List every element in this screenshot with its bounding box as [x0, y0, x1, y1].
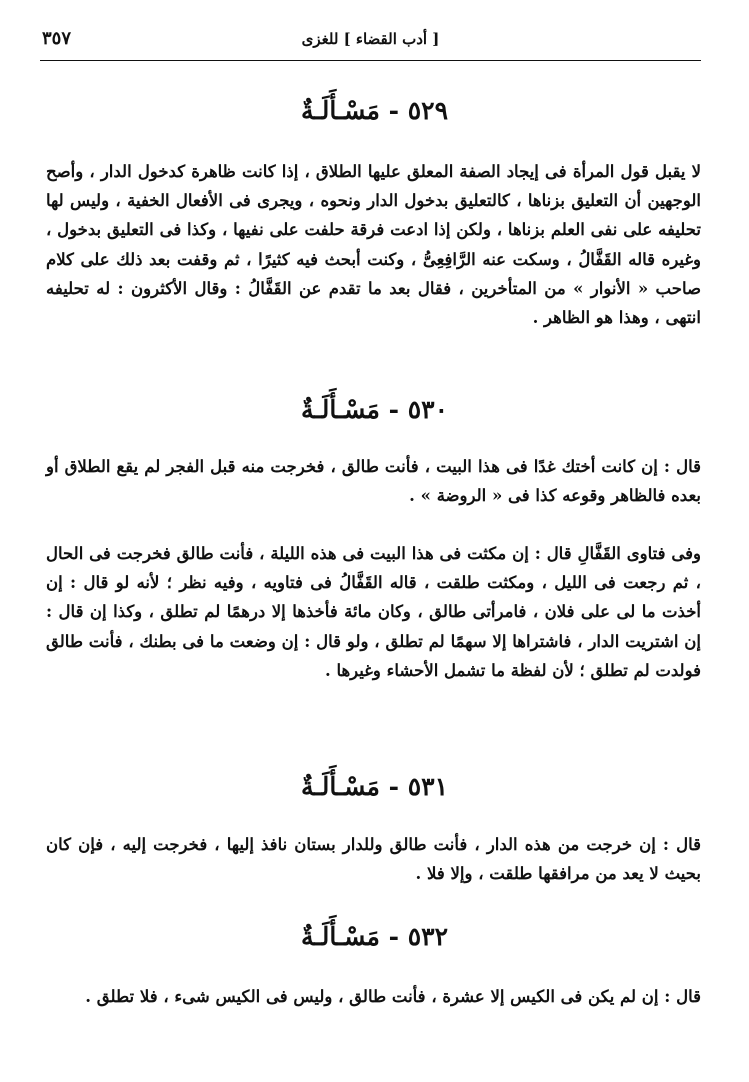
- running-header: [40, 26, 701, 60]
- section-heading-531: ٥٣١ - مَسْـأَلَـةٌ: [300, 772, 449, 801]
- paragraph-530-1: قال : إن كانت أختك غدًا فى هذا البيت ، فأنت طالق ، فخرجت منه قبل الفجر لم يقع الطلاق أو بعده فالظاهر وقوعه كذا فى « الروضة » .: [46, 457, 701, 506]
- section-heading-532: ٥٣٢ - مَسْـأَلَـةٌ: [300, 922, 449, 951]
- paragraph-531-1: قال : إن خرجت من هذه الدار ، فأنت طالق وللدار بستان نافذ إليها ، فخرجت إليه ، فإن كان بحيث لا يعد من مرافقها طلقت ، وإلا فلا .: [46, 835, 701, 884]
- paragraph-530-2: وفى فتاوى القَفَّالِ قال : إن مكثت فى هذا البيت فى هذه الليلة ، فأنت طالق فخرجت فى الحال ، ثم رجعت فى الليل ، ومكثت طلقت ، قاله القَفَّالُ فى فتاويه ، وفيه نظر ؛ لأنه لو قال : إن أخذت ما لى على فلان ، فامرأتى طالق ، وكان مائة فأخذها إلا درهمًا لم تطلق ، وكذا إن قال : إن اشتريت الدار ، فاشتراها إلا سهمًا لم تطلق ، ولو قال : إن وضعت ما فى بطنك ، فأنت طالق فولدت لم تطلق ؛ لأن لفظة ما تشمل الأحشاء وغيرها .: [46, 544, 701, 680]
- section-heading-530: ٥٣٠ - مَسْـأَلَـةٌ: [300, 395, 449, 424]
- header-divider: [40, 60, 701, 61]
- paragraph-532-1: قال : إن لم يكن فى الكيس إلا عشرة ، فأنت طالق ، وليس فى الكيس شىء ، فلا تطلق .: [85, 987, 701, 1006]
- section-heading-529: ٥٢٩ - مَسْـأَلَـةٌ: [300, 96, 449, 125]
- running-title: [ أدب القضاء ] للغزى: [301, 30, 440, 48]
- paragraph-529-1: لا يقبل قول المرأة فى إيجاد الصفة المعلق عليها الطلاق ، إذا كانت ظاهرة كدخول الدار ، وأصح الوجهين أن التعليق بزناها ، كالتعليق بدخول الدار ونحوه ، ويجرى فى الأفعال الخفية ، وليس لها تحليفه على نفى العلم بزناها ، ولكن إذا ادعت فرقة حلفت على نفيها ، وكذا فى التعليق بدخول ، وغيره قاله القَفَّالُ ، وسكت عنه الرَّافِعِىُّ ، وكنت أبحث فيه كثيرًا ، ثم وقفت بعد ذلك على كلام صاحب « الأنوار » من المتأخرين ، فقال بعد ما تقدم عن القَفَّالُ : وقال الأكثرون : له تحليفه انتهى ، وهذا هو الظاهر .: [46, 162, 701, 328]
- page-number: ٣٥٧: [42, 28, 72, 49]
